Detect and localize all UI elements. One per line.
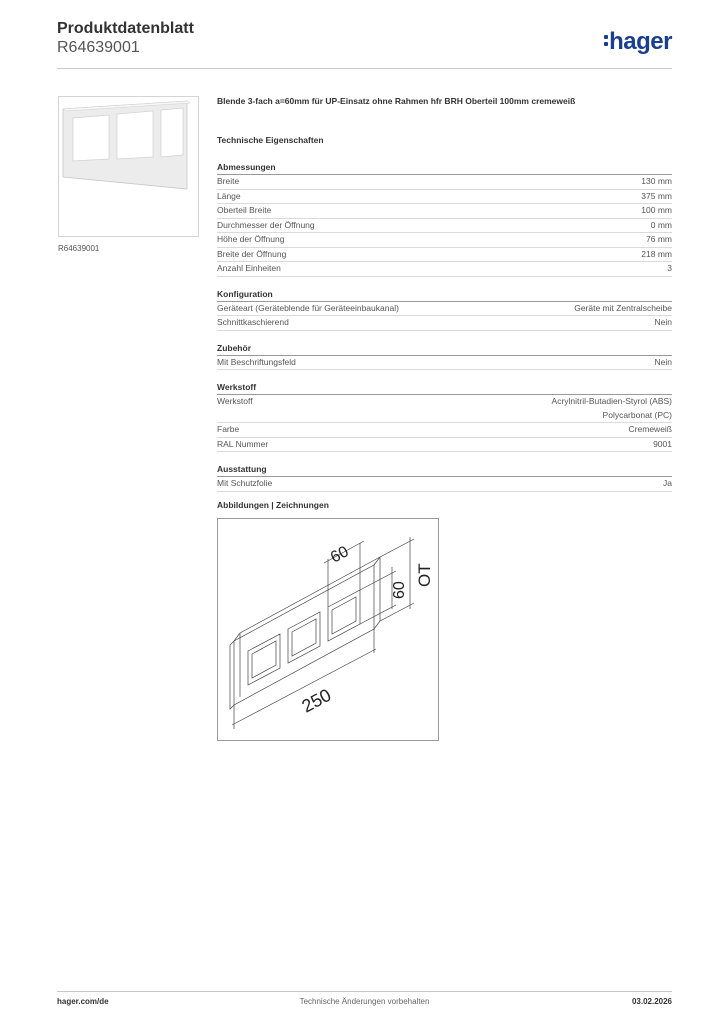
group-heading: Abmessungen <box>217 161 672 175</box>
row-value: 218 mm <box>641 248 672 259</box>
group-heading: Konfiguration <box>217 288 672 302</box>
row-label: Anzahl Einheiten <box>217 263 281 273</box>
property-groups <box>217 161 672 492</box>
group-heading: Werkstoff <box>217 381 672 395</box>
row-value: 9001 <box>653 438 672 449</box>
group-configuration <box>217 288 672 331</box>
table-row <box>217 204 672 219</box>
row-label: Mit Schutzfolie <box>217 478 273 488</box>
row-value-line: Acrylnitril-Butadien-Styrol (ABS) <box>551 396 672 406</box>
group-dimensions <box>217 161 672 277</box>
row-label: Höhe der Öffnung <box>217 234 285 244</box>
product-thumbnail <box>58 96 199 237</box>
row-value: 100 mm <box>641 205 672 215</box>
row-label: Geräteart (Geräteblende für Geräteeinbaukanal) <box>217 302 399 313</box>
table-row <box>217 395 672 423</box>
footer-date: 03.02.2026 <box>631 997 672 1006</box>
table-row <box>217 248 672 263</box>
group-heading: Ausstattung <box>217 463 672 477</box>
dim-ot-label: OT <box>415 563 434 587</box>
row-value: 0 mm <box>650 219 672 230</box>
header <box>57 20 672 70</box>
logo-dots-icon <box>604 32 608 49</box>
group-accessories <box>217 342 672 371</box>
footer <box>57 997 672 1011</box>
dim-height-label: 60 <box>391 581 408 599</box>
row-value: 3 <box>667 263 672 273</box>
row-label: Durchmesser der Öffnung <box>217 219 315 230</box>
table-row <box>217 262 672 277</box>
footer-website-link[interactable]: hager.com/de <box>57 997 109 1006</box>
table-row <box>217 477 672 492</box>
row-label: Breite der Öffnung <box>217 248 287 259</box>
row-value: Nein <box>654 356 672 367</box>
hager-logo[interactable] <box>604 28 672 56</box>
row-value: Geräte mit Zentralscheibe <box>574 302 672 313</box>
table-row <box>217 190 672 205</box>
thumbnail-caption: R64639001 <box>58 244 100 253</box>
dim-width-label: 60 <box>327 543 352 567</box>
row-label: Oberteil Breite <box>217 205 272 215</box>
footer-disclaimer: Technische Änderungen vorbehalten <box>299 997 430 1006</box>
row-value: 375 mm <box>641 190 672 201</box>
table-row <box>217 438 672 453</box>
row-label: Länge <box>217 190 241 201</box>
technical-drawing <box>217 518 439 741</box>
table-row <box>217 302 672 317</box>
row-value-line: Polycarbonat (PC) <box>602 409 672 420</box>
row-label: RAL Nummer <box>217 438 269 449</box>
footer-divider <box>57 991 672 992</box>
row-label: Werkstoff <box>217 396 253 406</box>
group-heading: Zubehör <box>217 342 672 356</box>
document-number: R64639001 <box>57 39 140 56</box>
table-row <box>217 423 672 438</box>
product-details <box>217 96 672 492</box>
product-title: Blende 3-fach a=60mm für UP-Einsatz ohne Rahmen hfr BRH Oberteil 100mm cremeweiß <box>217 96 576 106</box>
row-label: Farbe <box>217 424 240 434</box>
table-row <box>217 356 672 371</box>
row-value: 130 mm <box>641 176 672 186</box>
table-row <box>217 316 672 331</box>
logo-text: hager <box>609 28 672 55</box>
group-equipment <box>217 463 672 492</box>
row-value: 76 mm <box>646 234 672 244</box>
section-heading-technical: Technische Eigenschaften <box>217 135 324 145</box>
row-value: Cremeweiß <box>628 424 672 434</box>
images-heading: Abbildungen | Zeichnungen <box>217 500 329 510</box>
table-row <box>217 233 672 248</box>
row-value: Nein <box>654 317 672 327</box>
row-label: Breite <box>217 176 240 186</box>
product-thumbnail-illustration <box>59 97 198 236</box>
document-title: Produktdatenblatt <box>57 20 194 37</box>
header-divider <box>57 68 672 69</box>
row-label: Mit Beschriftungsfeld <box>217 356 296 367</box>
dim-length-label: 250 <box>298 684 335 717</box>
row-value <box>552 395 672 422</box>
group-material <box>217 381 672 452</box>
row-label: Schnittkaschierend <box>217 317 289 327</box>
table-row <box>217 219 672 234</box>
technical-drawing-illustration <box>218 519 438 740</box>
row-value: Ja <box>663 478 672 488</box>
table-row <box>217 175 672 190</box>
